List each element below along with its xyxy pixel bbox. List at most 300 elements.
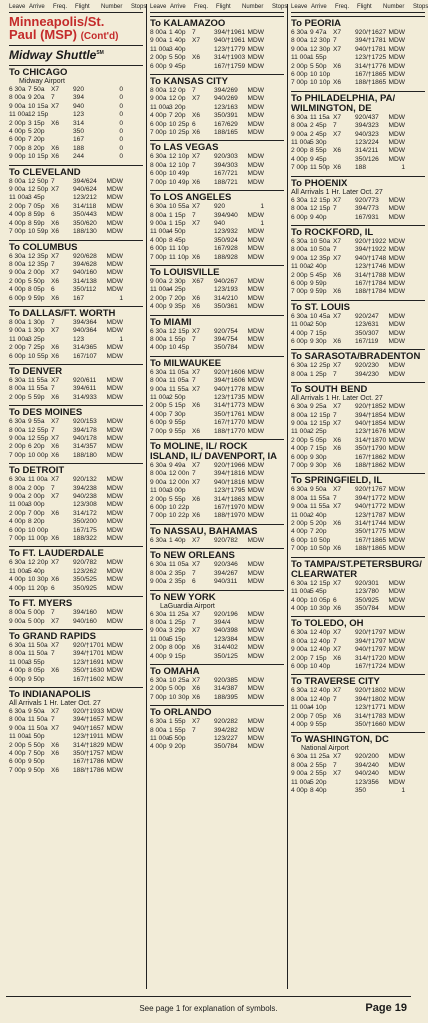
flight-row: [9, 94, 143, 102]
flight-row: [9, 111, 143, 119]
arrive-time: 9 15p: [169, 652, 186, 660]
stops: MDW: [388, 213, 405, 221]
flight-number: 314/†1776: [355, 62, 387, 70]
flight-row: [9, 750, 143, 758]
leave-time: 9 00a: [150, 219, 167, 227]
leave-time: 11 00a: [9, 194, 29, 202]
flight-row: [9, 295, 143, 303]
leave-time: 11 00a: [291, 263, 311, 271]
flight-row: [9, 228, 143, 236]
flight-number: 394/624: [73, 177, 97, 185]
arrive-time: 10 50a: [310, 237, 331, 245]
frequency: [333, 156, 355, 164]
arrive-time: 8 20p: [28, 144, 45, 152]
destination-airport: LaGuardia Airport: [160, 602, 215, 610]
stops: MDW: [388, 263, 405, 271]
stops: MDW: [247, 303, 264, 311]
flight-row: [150, 428, 284, 436]
stops: MDW: [388, 155, 405, 163]
flight-number: 394/†1657: [73, 716, 105, 724]
stops: MDW: [247, 635, 264, 643]
frequency: X7: [51, 252, 60, 260]
arrive-time: 12 35p: [310, 254, 331, 262]
stops: MDW: [247, 170, 264, 178]
arrive-time: 12 50p: [28, 177, 49, 185]
leave-time: 2 00p: [9, 741, 26, 749]
stops: MDW: [106, 733, 123, 741]
flight-number: 394/611: [73, 385, 97, 393]
stops: MDW: [106, 526, 123, 534]
flight-row: [150, 29, 284, 37]
flight-row: [9, 418, 143, 426]
flight-row: [9, 725, 143, 733]
flight-number: 920/†1797: [355, 629, 387, 637]
frequency: X7: [192, 627, 201, 635]
stops: MDW: [247, 327, 264, 335]
stops: MDW: [106, 318, 123, 326]
destination-heading: To KALAMAZOO: [150, 16, 284, 29]
leave-time: 7 00p: [291, 79, 308, 87]
leave-time: 4 00p: [9, 576, 26, 584]
freq-header: Freq.: [53, 4, 68, 10]
leave-time: 11 00a: [9, 335, 29, 343]
arrive-header: Arrive: [311, 4, 327, 10]
flight-row: [150, 627, 284, 635]
flight-number: 920/628: [73, 252, 97, 260]
arrive-time: 3 40p: [169, 45, 186, 53]
arrive-time: 9 20p: [169, 743, 186, 751]
flight-row: [291, 787, 425, 795]
flight-number: 167/721: [214, 170, 238, 178]
flight-row: [9, 353, 143, 361]
frequency: X6: [333, 147, 342, 155]
stops: MDW: [106, 418, 123, 426]
flight-row: [9, 501, 143, 509]
stops: MDW: [247, 512, 264, 520]
frequency: X6: [51, 576, 60, 584]
frequency: X7: [333, 196, 342, 204]
stops: MDW: [388, 761, 405, 769]
leave-time: 4 00p: [291, 604, 308, 612]
arrive-time: 1 25p: [310, 370, 327, 378]
leave-time: 6 00p: [9, 352, 26, 360]
leave-time: 4 00p: [150, 410, 167, 418]
flight-row: [9, 394, 143, 402]
timetable-columns: [6, 4, 428, 989]
flight-row: [291, 486, 425, 494]
flight-row: [150, 295, 284, 303]
flight-number: 394/267: [214, 569, 238, 577]
arrive-time: 11 10p: [169, 245, 189, 253]
leave-time: 7 00p: [9, 535, 26, 543]
arrive-time: 12 30p: [310, 37, 331, 45]
stops: MDW: [388, 637, 405, 645]
frequency: X7: [192, 718, 201, 726]
arrive-time: 3 15p: [28, 119, 45, 127]
frequency: [333, 588, 355, 596]
arrive-time: 1 15p: [169, 219, 186, 227]
flight-row: [150, 487, 284, 495]
flight-number: 314: [73, 119, 85, 127]
leave-time: 8 00a: [9, 318, 26, 326]
flight-number: 940/†1961: [214, 37, 246, 45]
flight-number: 940/238: [73, 493, 97, 501]
flight-number: 394/†1922: [355, 246, 387, 254]
stops: MDW: [247, 29, 264, 36]
stops: MDW: [247, 652, 264, 660]
flight-row: [291, 122, 425, 130]
stops: MDW: [388, 254, 405, 262]
stops: MDW: [106, 286, 123, 294]
flight-row: [291, 605, 425, 613]
arrive-time: 9 50p: [28, 758, 45, 766]
flight-number: 188/†1862: [355, 462, 387, 470]
flight-number: 123/356: [355, 778, 379, 786]
leave-time: 6 30a: [291, 687, 308, 695]
arrive-time: 2 35p: [169, 578, 186, 586]
arrive-time: 5 20p: [310, 778, 327, 786]
flight-row: [9, 145, 143, 153]
leave-time: 9 00a: [150, 627, 167, 635]
flight-number: 314/933: [73, 393, 97, 401]
flight-row: [150, 402, 284, 410]
flight-row: [9, 568, 143, 576]
stops: MDW: [247, 95, 264, 103]
leave-time: 2 00p: [150, 54, 167, 62]
arrive-time: 9 59p: [310, 288, 327, 296]
stops: MDW: [247, 462, 264, 470]
leave-time: 6 30a: [291, 629, 308, 637]
flight-number: 920/196: [214, 610, 238, 618]
flight-row: [9, 443, 143, 451]
arrive-time: 10 50p: [310, 536, 331, 544]
arrive-header: Arrive: [29, 4, 45, 10]
frequency: X6: [333, 62, 342, 70]
flight-number: 123/224: [355, 139, 379, 147]
flight-row: [291, 403, 425, 411]
flight-row: [9, 758, 143, 766]
stops: MDW: [388, 71, 405, 79]
leave-time: 2 00p: [9, 509, 26, 517]
arrive-time: 3 25p: [28, 335, 45, 343]
frequency: X7: [333, 420, 342, 427]
timetable-column: [146, 4, 287, 989]
arrive-time: 5 00p: [28, 609, 45, 617]
flight-row: [291, 362, 425, 370]
frequency: X6: [51, 344, 60, 352]
flight-row: [150, 512, 284, 520]
flight-number: 940/178: [73, 435, 97, 442]
frequency: [51, 758, 73, 766]
flight-number: 188/†1865: [355, 545, 387, 553]
stops: MDW: [247, 253, 264, 261]
leave-time: 11 00a: [150, 734, 170, 742]
flight-number: 394/178: [73, 426, 97, 434]
flight-row: [291, 238, 425, 246]
stops: MDW: [388, 205, 405, 213]
stops: MDW: [106, 435, 123, 442]
arrive-time: 7 20p: [310, 528, 327, 536]
flight-row: [291, 629, 425, 637]
flight-number: 350/784: [214, 344, 238, 352]
flight-row: [291, 580, 425, 588]
frequency: X7: [333, 770, 342, 778]
stops: 1: [260, 203, 264, 211]
arrive-time: 5 00p: [169, 685, 186, 693]
arrive-time: 12 10p: [169, 161, 190, 169]
flight-row: [291, 79, 425, 87]
frequency: X6: [192, 178, 201, 186]
flight-number: 244: [73, 153, 85, 161]
arrive-time: 5 40p: [28, 567, 45, 575]
arrive-time: 5 15p: [169, 402, 186, 410]
arrive-time: 12 20p: [28, 559, 49, 567]
flight-number: 350/126: [355, 155, 379, 163]
leave-time: 11 00a: [291, 704, 311, 712]
leave-time: 6 00p: [150, 504, 167, 512]
arrive-time: 9 30p: [310, 337, 327, 345]
leave-time: 4 00p: [9, 667, 26, 675]
frequency: X6: [333, 712, 342, 720]
leave-time: 2 00p: [291, 436, 308, 444]
stops: 0: [119, 102, 123, 110]
destination-note: All Arrivals 1 Hr. Later Oct. 27: [291, 188, 383, 196]
flight-row: [291, 721, 425, 729]
leave-time: 8 00a: [291, 761, 308, 769]
leave-time: 2 00p: [9, 277, 26, 285]
flight-number: 123: [73, 335, 85, 343]
leave-time: 11 00a: [150, 635, 170, 643]
leave-time: 2 00p: [291, 62, 308, 70]
flight-number: 940/311: [214, 578, 238, 586]
frequency: X7: [192, 561, 201, 569]
flight-row: [9, 518, 143, 526]
flight-row: [150, 377, 284, 385]
stops: MDW: [247, 718, 264, 726]
leave-time: 8 00a: [291, 494, 308, 502]
leave-time: 6 30a: [291, 362, 308, 370]
frequency: X6: [333, 462, 342, 470]
service-mark: SM: [96, 50, 104, 56]
leave-time: 6 00p: [291, 536, 308, 544]
leave-time: 11 00a: [9, 733, 29, 741]
arrive-time: 12 15p: [310, 420, 331, 427]
flight-number: 314/†1788: [355, 271, 387, 279]
frequency: 7: [192, 377, 196, 385]
frequency: [333, 280, 355, 288]
flight-number: 920/437: [355, 113, 379, 121]
stops: MDW: [247, 504, 264, 512]
flight-number: 394: [73, 94, 85, 102]
flight-row: [150, 87, 284, 95]
frequency: 7: [333, 37, 337, 45]
flight-row: [9, 128, 143, 136]
frequency: X7: [51, 86, 60, 93]
flight-row: [291, 503, 425, 511]
stops: MDW: [247, 277, 264, 285]
arrive-time: 2 30p: [169, 277, 186, 285]
flight-number: 350: [73, 128, 85, 136]
leave-time: 4 00p: [9, 286, 26, 294]
flight-number: 123/†1746: [355, 263, 387, 271]
flight-row: [150, 104, 284, 112]
destination-heading: To LOS ANGELES: [150, 190, 284, 203]
frequency: X7: [51, 476, 60, 484]
destination-heading: To COLUMBUS: [9, 240, 143, 253]
flight-number: 188/†1865: [355, 79, 387, 87]
flight-row: [150, 286, 284, 294]
frequency: [333, 663, 355, 671]
leave-time: 11 00a: [150, 394, 170, 401]
stops: MDW: [388, 237, 405, 245]
flight-row: [291, 713, 425, 721]
stops: MDW: [247, 45, 264, 53]
leave-time: 11 00a: [291, 511, 311, 519]
destination-heading: To NEW YORK: [150, 590, 284, 603]
leave-time: 2 00p: [150, 402, 167, 410]
flight-number: 314/172: [73, 509, 97, 517]
flight-number: 167/928: [214, 245, 238, 253]
frequency: X7: [333, 254, 342, 262]
leave-time: 8 00a: [291, 37, 308, 45]
column-header: [291, 4, 428, 13]
arrive-time: 1 55p: [169, 726, 186, 734]
flight-number: 123/†1787: [355, 511, 387, 519]
flight-row: [291, 272, 425, 280]
arrive-time: 11 50a: [28, 650, 48, 658]
stops: MDW: [106, 501, 123, 509]
destination-heading: To KANSAS CITY: [150, 74, 284, 87]
stops: MDW: [388, 520, 405, 528]
leave-header: Leave: [9, 4, 26, 10]
frequency: X7: [192, 610, 201, 618]
flight-row: [291, 147, 425, 155]
flight-number: 350/525: [73, 576, 97, 584]
leave-time: 4 00p: [150, 344, 167, 352]
flight-number: 123/384: [214, 635, 238, 643]
flight-row: [150, 37, 284, 45]
leave-time: 11 00a: [150, 103, 170, 111]
arrive-time: 8 59p: [28, 211, 45, 219]
leave-time: 6 30a: [9, 252, 26, 260]
leave-time: 4 00p: [150, 236, 167, 244]
stops: MDW: [106, 177, 123, 185]
stops: MDW: [247, 627, 264, 635]
flight-number: 314/†1870: [355, 436, 387, 444]
arrive-time: 12 10p: [169, 153, 190, 161]
arrive-time: 8 05p: [28, 286, 45, 294]
flight-row: [9, 136, 143, 144]
flight-number: 167/931: [355, 213, 379, 221]
flight-row: [150, 411, 284, 419]
flight-row: [150, 735, 284, 743]
arrive-time: 7 00p: [28, 509, 45, 517]
frequency: [192, 419, 214, 427]
flight-number: 920/†1933: [73, 707, 105, 715]
stops-header: Stops: [413, 4, 428, 10]
stops: MDW: [247, 394, 264, 401]
leave-time: 8 00a: [9, 177, 26, 185]
stops: MDW: [388, 37, 405, 45]
leave-time: 11 00a: [291, 321, 311, 329]
frequency: X6: [192, 512, 201, 520]
flight-row: [9, 336, 143, 344]
frequency: X7: [333, 403, 342, 411]
frequency: 7: [51, 94, 55, 102]
flight-number: 920: [73, 86, 85, 93]
flight-number: 167/119: [355, 337, 379, 345]
frequency: [192, 504, 214, 512]
frequency: [333, 512, 355, 520]
stops: MDW: [388, 687, 405, 695]
flight-number: 394/160: [73, 609, 97, 617]
leave-time: 6 00p: [9, 294, 26, 302]
stops: MDW: [106, 518, 123, 526]
stops: MDW: [247, 693, 264, 701]
destination-heading: To ST. LOUIS: [291, 300, 425, 313]
leave-time: 2 00p: [9, 393, 26, 401]
leave-time: 7 00p: [150, 693, 167, 701]
frequency: X6: [51, 393, 60, 401]
destination-heading: To MOLINE, IL/ ROCK ISLAND, IL/ DAVENPORT, IA: [150, 439, 284, 462]
flight-row: [291, 638, 425, 646]
stops: 0: [119, 153, 123, 161]
frequency: X7: [51, 707, 60, 715]
arrive-time: 12 15p: [310, 196, 331, 204]
arrive-time: 10 45a: [310, 312, 331, 320]
stops: MDW: [388, 428, 405, 436]
frequency: 7: [333, 122, 337, 130]
leave-time: 9 00a: [291, 254, 308, 262]
stops: MDW: [247, 644, 264, 652]
leave-time: 7 00p: [9, 228, 26, 236]
flight-number: 394/773: [355, 205, 379, 213]
arrive-time: 11 55a: [28, 385, 48, 393]
stops: 0: [119, 94, 123, 102]
arrive-time: 2 00p: [28, 269, 45, 277]
flight-row: [9, 708, 143, 716]
frequency: X6: [333, 520, 342, 528]
stops: MDW: [388, 288, 405, 296]
arrive-time: 12 40p: [310, 629, 331, 637]
leave-time: 11 00a: [150, 286, 170, 294]
arrive-time: 2 40p: [310, 511, 327, 519]
flight-number: 940/240: [355, 770, 379, 778]
leave-time: 2 00p: [150, 495, 167, 503]
arrive-time: 10 30p: [310, 604, 331, 612]
leave-time: 6 00p: [9, 526, 26, 534]
flight-row: [9, 427, 143, 435]
flight-row: [9, 86, 143, 94]
stops: MDW: [247, 228, 264, 236]
flight-row: [291, 420, 425, 428]
flight-header: Flight: [216, 4, 231, 10]
stops: MDW: [106, 766, 123, 774]
frequency: X6: [333, 337, 342, 345]
frequency: X6: [192, 644, 201, 652]
arrive-time: 3 29p: [169, 627, 186, 635]
flight-row: [291, 263, 425, 271]
leave-time: 4 00p: [150, 743, 167, 751]
flight-number: 350/443: [73, 211, 97, 219]
stops: MDW: [388, 596, 405, 604]
arrive-time: 12 55p: [28, 435, 49, 442]
flight-number: 394/364: [73, 318, 97, 326]
stops: MDW: [247, 385, 264, 393]
stops: MDW: [388, 246, 405, 254]
frequency: [51, 518, 73, 526]
destination-heading: To ROCKFORD, IL: [291, 225, 425, 238]
